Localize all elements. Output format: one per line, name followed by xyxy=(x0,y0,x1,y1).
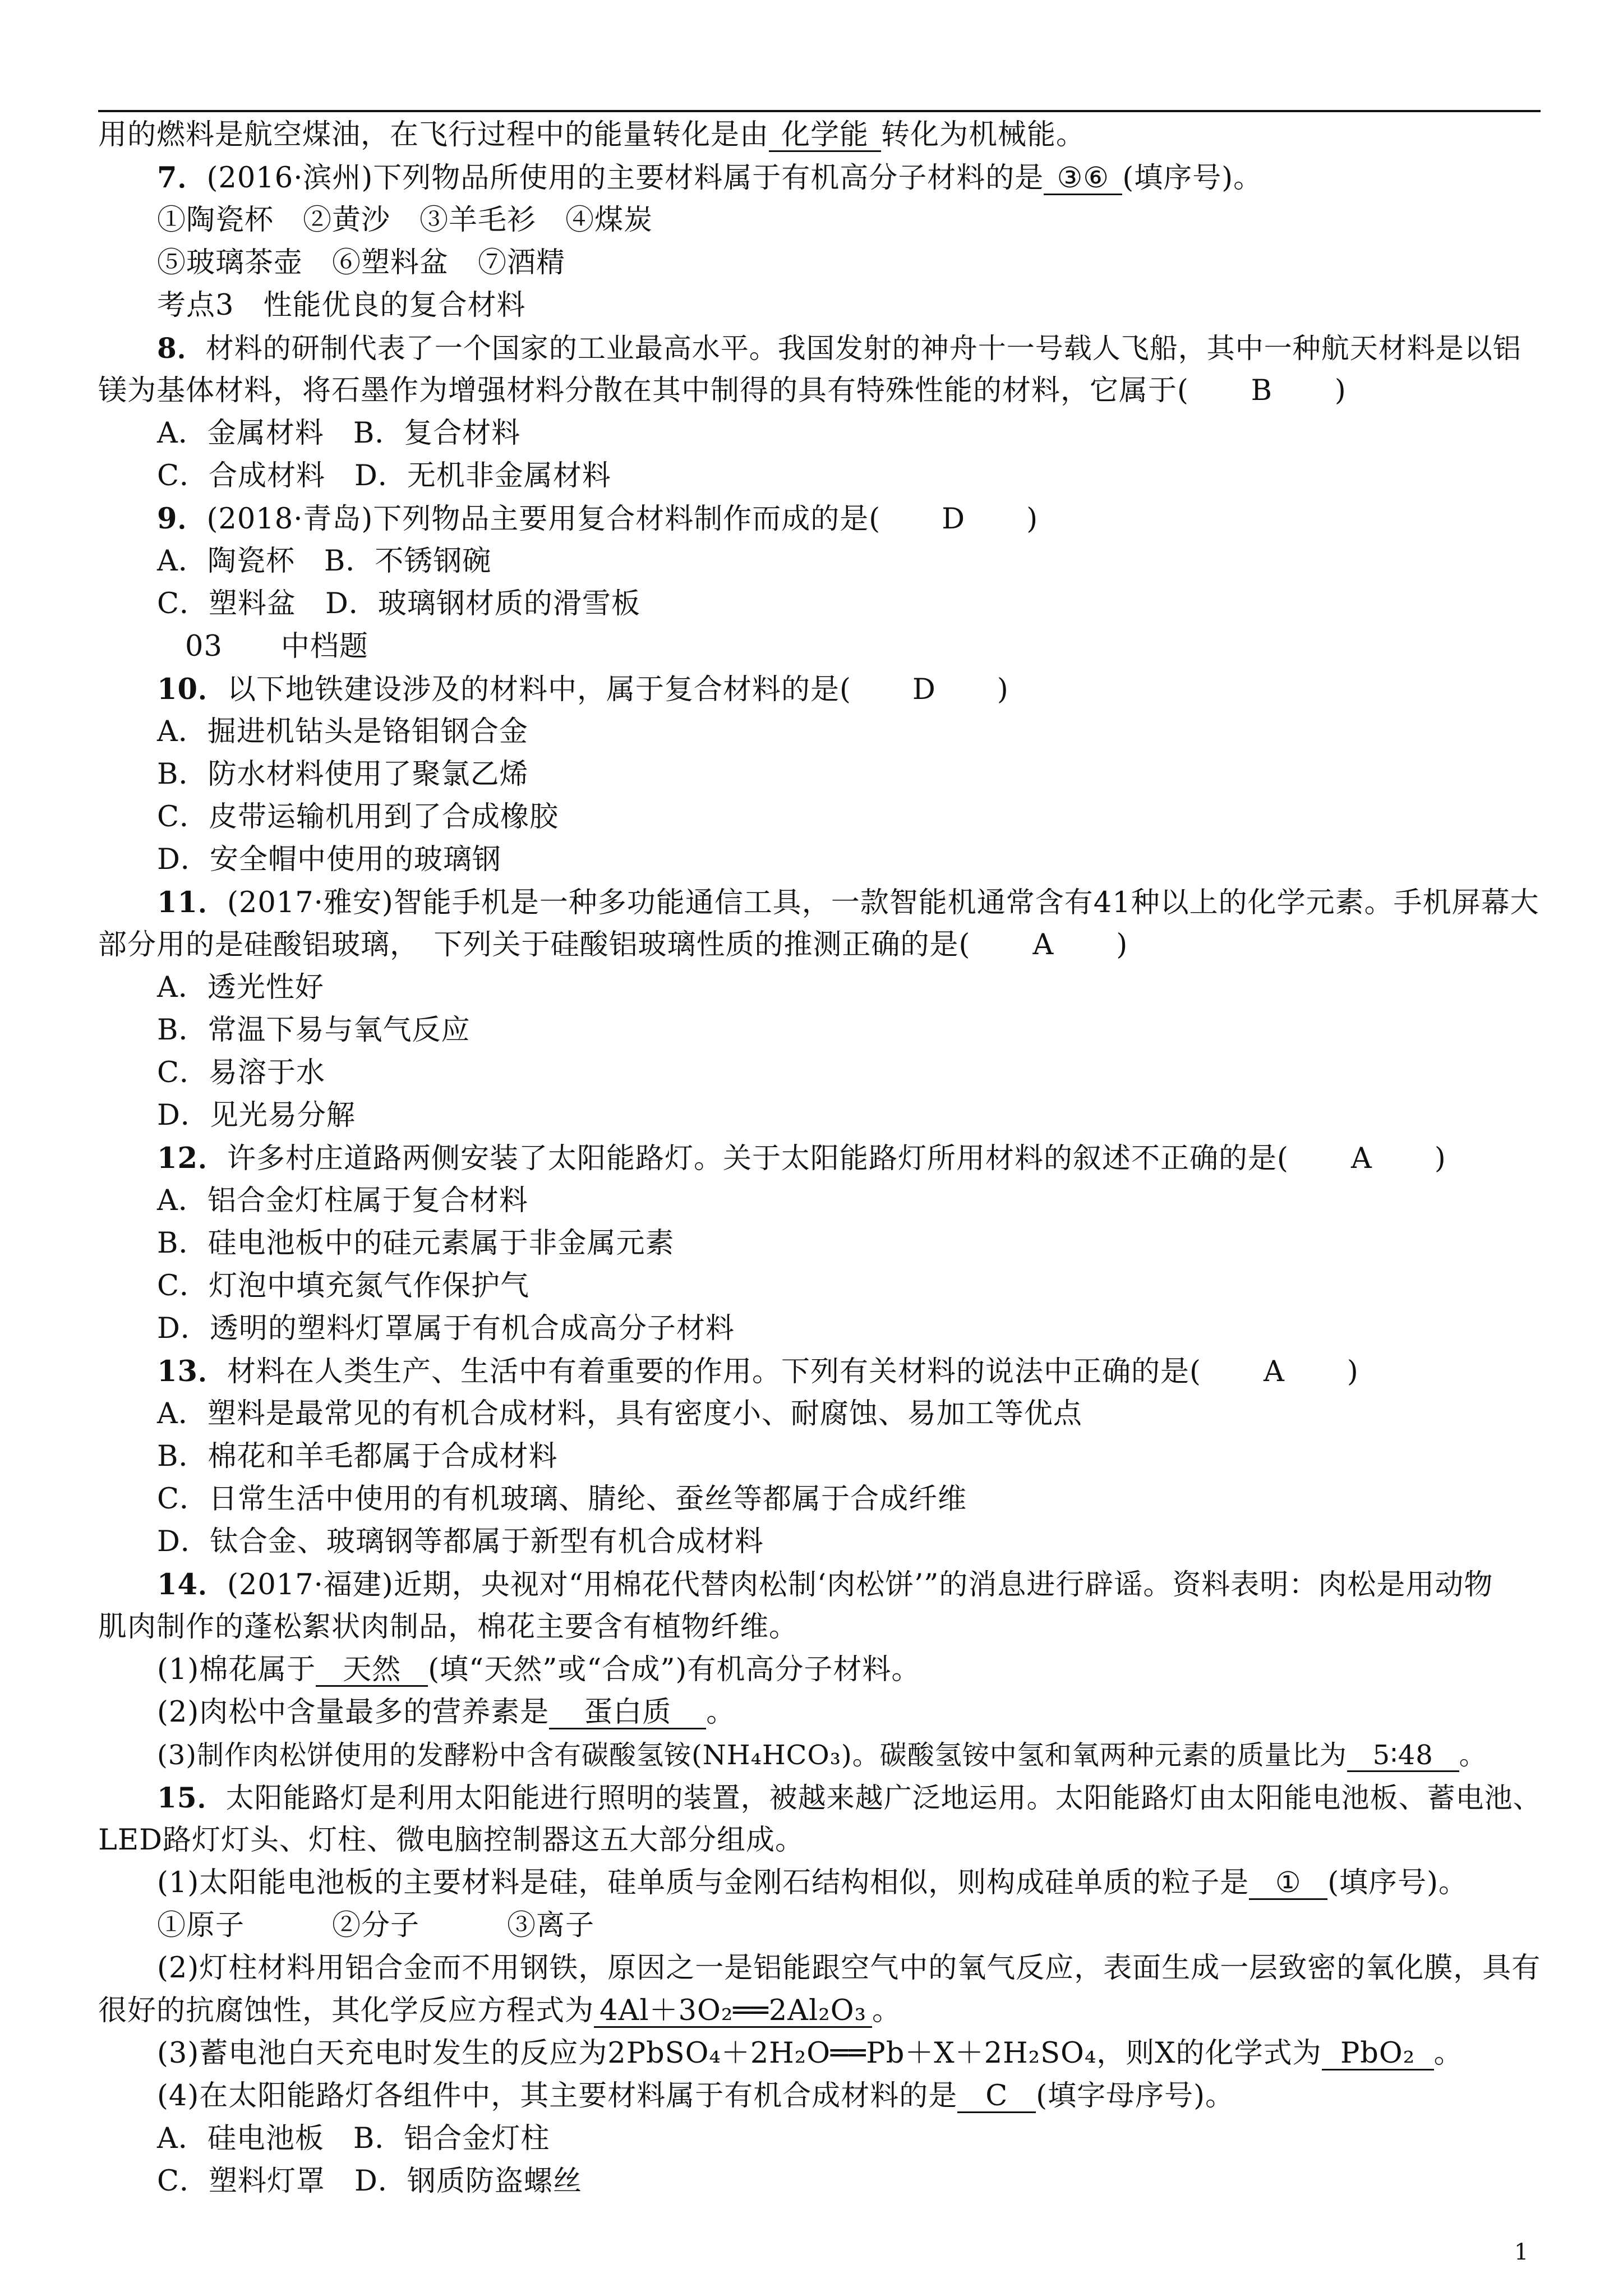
sub-question: (3)制作肉松饼使用的发酵粉中含有碳酸氢铵(NH₄HCO₃)。碳酸氢铵中氢和氧两种元素的质量比为 5∶48 。 xyxy=(157,1740,1487,1771)
question-10: 10．以下地铁建设涉及的材料中，属于复合材料的是( D ) xyxy=(157,673,1009,706)
option-row: C．灯泡中填充氮气作保护气 xyxy=(157,1269,530,1303)
answer-blank: 化学能 xyxy=(769,120,881,152)
option-row: C．塑料灯罩 D．钢质防盗螺丝 xyxy=(157,2165,582,2198)
answer-blank: ③⑥ xyxy=(1044,163,1122,195)
option-row: B．棉花和羊毛都属于合成材料 xyxy=(157,1440,558,1473)
options-line: ①陶瓷杯 ②黄沙 ③羊毛衫 ④煤炭 xyxy=(157,204,653,237)
section-heading: 03 中档题 xyxy=(185,630,368,663)
option-row: C．易溶于水 xyxy=(157,1056,326,1089)
choice-answer: D xyxy=(942,503,966,536)
question-8: 8．材料的研制代表了一个国家的工业最高水平。我国发射的神舟十一号载人飞船，其中一种航天材料是以铝 xyxy=(157,332,1521,365)
option-row: D．安全帽中使用的玻璃钢 xyxy=(157,843,501,876)
choice-answer: A xyxy=(1032,928,1054,961)
option-row: A．硅电池板 B．铝合金灯柱 xyxy=(157,2122,550,2155)
question-11: 11．(2017·雅安)智能手机是一种多功能通信工具，一款智能机通常含有41种以上的化学元素。手机屏幕大 xyxy=(157,886,1539,919)
section-heading: 考点3 性能优良的复合材料 xyxy=(157,289,526,322)
answer-blank: 天然 xyxy=(316,1655,428,1687)
text-line: 肌肉制作的蓬松絮状肉制品，棉花主要含有植物纤维。 xyxy=(98,1611,799,1644)
option-row: A．铝合金灯柱属于复合材料 xyxy=(157,1184,528,1217)
text-line: 镁为基体材料，将石墨作为增强材料分散在其中制得的具有特殊性能的材料，它属于( B ) xyxy=(98,374,1347,407)
answer-blank: 5∶48 xyxy=(1347,1740,1459,1772)
text-line: 用的燃料是航空煤油，在飞行过程中的能量转化是由 化学能 转化为机械能。 xyxy=(98,118,1086,151)
sub-question: (2)灯柱材料用铝合金而不用钢铁，原因之一是铝能跟空气中的氧气反应，表面生成一层致密的氧化膜，具有 xyxy=(157,1952,1541,1985)
options-line: ⑤玻璃茶壶 ⑥塑料盆 ⑦酒精 xyxy=(157,246,566,279)
option-row: C．皮带运输机用到了合成橡胶 xyxy=(157,800,559,834)
text-line: 部分用的是硅酸铝玻璃， 下列关于硅酸铝玻璃性质的推测正确的是( A ) xyxy=(98,928,1128,961)
option-row: D．见光易分解 xyxy=(157,1099,356,1132)
page-number: 1 xyxy=(1514,2239,1529,2265)
option-row: C．塑料盆 D．玻璃钢材质的滑雪板 xyxy=(157,587,640,620)
option-row: ①原子 ②分子 ③离子 xyxy=(157,1909,595,1942)
question-15: 15．太阳能路灯是利用太阳能进行照明的装置，被越来越广泛地运用。太阳能路灯由太阳能电池板、蓄电池、 xyxy=(157,1781,1542,1814)
choice-answer: A xyxy=(1350,1142,1372,1175)
option-row: C．合成材料 D．无机非金属材料 xyxy=(157,459,611,493)
sub-question: (1)棉花属于 天然 (填“天然”或“合成”)有机高分子材料。 xyxy=(157,1653,921,1686)
option-row: A．陶瓷杯 B．不锈钢碗 xyxy=(157,545,492,578)
sub-question: (3)蓄电池白天充电时发生的反应为2PbSO₄＋2H₂O══Pb＋X＋2H₂SO₄，则X的化学式为 PbO₂ 。 xyxy=(157,2037,1463,2070)
option-row: C．日常生活中使用的有机玻璃、腈纶、蚕丝等都属于合成纤维 xyxy=(157,1483,967,1516)
answer-blank: 4Al＋3O₂══2Al₂O₃ xyxy=(594,1996,872,2028)
option-row: B．常温下易与氧气反应 xyxy=(157,1014,471,1047)
choice-answer: B xyxy=(1251,374,1273,407)
sub-question: (2)肉松中含量最多的营养素是 蛋白质 。 xyxy=(157,1696,736,1729)
question-14: 14．(2017·福建)近期，央视对“用棉花代替肉松制‘肉松饼’”的消息进行辟谣。资料表明：肉松是用动物 xyxy=(157,1568,1493,1602)
answer-blank: ① xyxy=(1249,1868,1327,1900)
answer-blank: C xyxy=(957,2081,1036,2113)
answer-blank: PbO₂ xyxy=(1322,2039,1434,2070)
sub-question: (1)太阳能电池板的主要材料是硅，硅单质与金刚石结构相似，则构成硅单质的粒子是 ① (填序号)。 xyxy=(157,1866,1468,1899)
option-row: A．透光性好 xyxy=(157,971,324,1004)
choice-answer: A xyxy=(1263,1355,1285,1388)
option-row: B．硅电池板中的硅元素属于非金属元素 xyxy=(157,1227,675,1260)
answer-blank: 蛋白质 xyxy=(549,1697,706,1729)
question-9: 9．(2018·青岛)下列物品主要用复合材料制作而成的是( D ) xyxy=(157,502,1039,536)
question-12: 12．许多村庄道路两侧安装了太阳能路灯。关于太阳能路灯所用材料的叙述不正确的是( A ) xyxy=(157,1142,1446,1175)
choice-answer: D xyxy=(912,673,936,706)
option-row: A．塑料是最常见的有机合成材料，具有密度小、耐腐蚀、易加工等优点 xyxy=(157,1397,1082,1430)
question-13: 13．材料在人类生产、生活中有着重要的作用。下列有关材料的说法中正确的是( A ) xyxy=(157,1355,1359,1388)
option-row: D．透明的塑料灯罩属于有机合成高分子材料 xyxy=(157,1312,735,1345)
option-row: A．掘进机钻头是铬钼钢合金 xyxy=(157,715,528,748)
header-rule xyxy=(98,110,1541,112)
text-line: 很好的抗腐蚀性，其化学反应方程式为 4Al＋3O₂══2Al₂O₃ 。 xyxy=(98,1994,902,2027)
option-row: B．防水材料使用了聚氯乙烯 xyxy=(157,758,529,791)
question-7: 7．(2016·滨州)下列物品所使用的主要材料属于有机高分子材料的是 ③⑥ (填序号)。 xyxy=(157,161,1263,195)
option-row: A．金属材料 B．复合材料 xyxy=(157,417,521,450)
text-line: LED路灯灯头、灯柱、微电脑控制器这五大部分组成。 xyxy=(98,1824,804,1857)
sub-question: (4)在太阳能路灯各组件中，其主要材料属于有机合成材料的是 C (填字母序号)。 xyxy=(157,2079,1235,2113)
option-row: D．钛合金、玻璃钢等都属于新型有机合成材料 xyxy=(157,1525,764,1558)
